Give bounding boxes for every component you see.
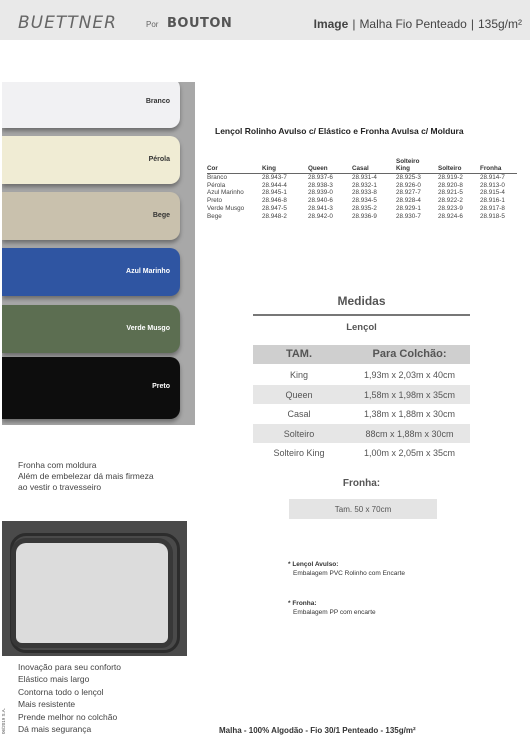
- code-cell: 28.923-9: [438, 204, 463, 212]
- code-cell: 28.916-1: [480, 197, 505, 205]
- feature-item: Dá mais segurança: [18, 724, 92, 735]
- feature-item: Contorna todo o lençol: [18, 686, 104, 697]
- code-cell: 28.936-9: [352, 212, 377, 220]
- swatch-label: Bege: [152, 212, 170, 219]
- product-code-table: [207, 158, 517, 220]
- fitted-sheet-photo: [2, 521, 187, 656]
- swatch-bege: [2, 192, 180, 240]
- swatch-preto: [2, 357, 180, 419]
- code-cell: 28.915-4: [480, 189, 505, 197]
- colchao-header: Para Colchão:: [372, 348, 447, 360]
- swatch-label: Branco: [145, 98, 170, 105]
- code-cell: 28.948-2: [262, 212, 287, 220]
- code-cell: 28.920-8: [438, 181, 463, 189]
- code-cell: 28.944-4: [262, 181, 287, 189]
- code-cell: 28.935-2: [352, 204, 377, 212]
- table-row: [207, 205, 517, 213]
- line-name: Image: [313, 17, 349, 31]
- measure-size: 88cm x 1,88m x 30cm: [365, 428, 454, 439]
- fabric-name: Malha Fio Penteado: [359, 17, 467, 31]
- col-header: Fronha: [480, 165, 502, 172]
- code-cell: 28.928-4: [396, 197, 421, 205]
- product-table-title: Lençol Rolinho Avulso c/ Elástico e Fronha Avulsa c/ Moldura: [215, 126, 464, 136]
- measure-tam: Solteiro: [283, 428, 315, 439]
- code-cell: 28.921-5: [438, 189, 463, 197]
- feature-item: Prende melhor no colchão: [18, 711, 118, 722]
- brand-partner: BOUTON: [167, 16, 233, 31]
- swatch-label: Pérola: [148, 156, 170, 163]
- code-cell: 28.929-1: [396, 204, 421, 212]
- swatch-branco: [2, 82, 180, 128]
- code-cell: 28.947-5: [262, 204, 287, 212]
- code-cell: 28.941-3: [308, 204, 333, 212]
- code-cell: 28.914-7: [480, 174, 505, 181]
- color-cell: Azul Marinho: [207, 189, 244, 197]
- swatch-label: Azul Marinho: [126, 268, 170, 275]
- code-cell: 28.939-0: [308, 189, 333, 197]
- swatch-label: Preto: [152, 383, 170, 390]
- table-row: [207, 174, 517, 182]
- table-row: [207, 213, 517, 221]
- code-cell: 28.931-4: [352, 174, 377, 181]
- brand-logo: BUETTNER: [18, 13, 117, 33]
- code-cell: 28.913-0: [480, 181, 505, 189]
- note-lencol: [288, 560, 405, 578]
- color-cell: Pérola: [207, 181, 226, 189]
- note-text: Embalagem PP com encarte: [293, 609, 376, 616]
- note-title: * Fronha:: [288, 600, 317, 607]
- color-cell: Verde Musgo: [207, 204, 245, 212]
- brand-por: Por: [146, 20, 159, 29]
- code-cell: 28.940-6: [308, 197, 333, 205]
- desc-line: ao vestir o travesseiro: [18, 482, 102, 492]
- measure-row: [253, 443, 470, 462]
- desc-line: Fronha com moldura: [18, 460, 97, 470]
- measure-size: 1,38m x 1,88m x 30cm: [363, 409, 456, 419]
- code-cell: 28.917-8: [480, 204, 505, 212]
- col-header: Queen: [308, 165, 328, 172]
- measure-tam: Casal: [287, 409, 311, 419]
- measure-header-row: [253, 345, 470, 364]
- code-cell: 28.919-2: [438, 174, 463, 181]
- fronha-description: [18, 460, 154, 493]
- col-header: King: [262, 165, 276, 172]
- code-cell: 28.926-0: [396, 181, 421, 189]
- color-swatch-photo: [2, 82, 195, 425]
- desc-line: Além de embelezar dá mais firmeza: [18, 471, 154, 481]
- table-header-row: [207, 158, 517, 174]
- fronha-title: Fronha:: [342, 478, 381, 489]
- color-cell: Branco: [207, 174, 227, 181]
- code-cell: 28.942-0: [308, 212, 333, 220]
- mattress-corner: [16, 543, 168, 643]
- feature-item: Elástico mais largo: [18, 674, 90, 685]
- note-title: * Lençol Avulso:: [288, 561, 339, 568]
- tam-header: TAM.: [285, 348, 313, 360]
- swatch-perola: [2, 136, 180, 184]
- code-cell: 28.938-3: [308, 181, 333, 189]
- measure-size: 1,93m x 2,03m x 40cm: [363, 370, 456, 380]
- col-header: Cor: [207, 165, 218, 172]
- code-cell: 28.925-3: [396, 174, 421, 181]
- code-cell: 28.934-5: [352, 197, 377, 205]
- note-fronha: [288, 599, 376, 617]
- measure-row: [253, 365, 470, 384]
- measure-tam: King: [289, 370, 308, 380]
- measure-row: [253, 404, 470, 423]
- code-cell: 28.933-8: [352, 189, 377, 197]
- code-cell: 28.943-7: [262, 174, 287, 181]
- feature-item: Inovação para seu conforto: [18, 662, 122, 672]
- product-line-info: Image | Malha Fio Penteado | 135g/m²: [313, 17, 522, 31]
- medidas-title: Medidas: [337, 294, 386, 308]
- note-text: Embalagem PVC Rolinho com Encarte: [293, 570, 405, 577]
- feature-list: [18, 661, 121, 735]
- code-cell: 28.922-2: [438, 197, 463, 205]
- footer-composition: Malha - 100% Algodão - Fio 30/1 Penteado - 135g/m²: [219, 726, 416, 735]
- color-cell: Bege: [207, 212, 222, 220]
- table-row: [207, 182, 517, 190]
- swatch-label: Verde Musgo: [126, 325, 170, 332]
- code-cell: 28.918-5: [480, 212, 505, 220]
- medidas-divider: [253, 314, 470, 316]
- lencol-title: Lençol: [346, 322, 377, 333]
- fronha-size: Tam. 50 x 70cm: [289, 499, 437, 519]
- col-header: Solteiro King: [396, 158, 420, 172]
- code-cell: 28.932-1: [352, 181, 377, 189]
- code-cell: 28.930-7: [396, 212, 421, 220]
- measure-row: [253, 424, 470, 443]
- side-code: 06/2019 S.A.: [1, 707, 6, 734]
- code-cell: 28.946-8: [262, 197, 287, 205]
- measure-tam: Solteiro King: [273, 448, 325, 458]
- code-cell: 28.927-7: [396, 189, 421, 197]
- col-header: Casal: [352, 165, 369, 172]
- measure-row: [253, 385, 470, 404]
- swatch-azul-marinho: [2, 248, 180, 296]
- feature-item: Mais resistente: [18, 699, 76, 710]
- fabric-weight: 135g/m²: [477, 17, 522, 31]
- code-cell: 28.924-6: [438, 212, 463, 220]
- table-row: [207, 197, 517, 205]
- swatch-verde-musgo: [2, 305, 180, 353]
- color-cell: Preto: [207, 197, 223, 205]
- measure-size: 1,00m x 2,05m x 35cm: [363, 448, 456, 458]
- col-header: Solteiro: [438, 165, 462, 172]
- code-cell: 28.945-1: [262, 189, 287, 197]
- header-bar: [0, 0, 530, 40]
- measure-size: 1,58m x 1,98m x 35cm: [363, 389, 456, 400]
- measure-tam: Queen: [285, 389, 313, 400]
- table-row: [207, 189, 517, 197]
- code-cell: 28.937-6: [308, 174, 333, 181]
